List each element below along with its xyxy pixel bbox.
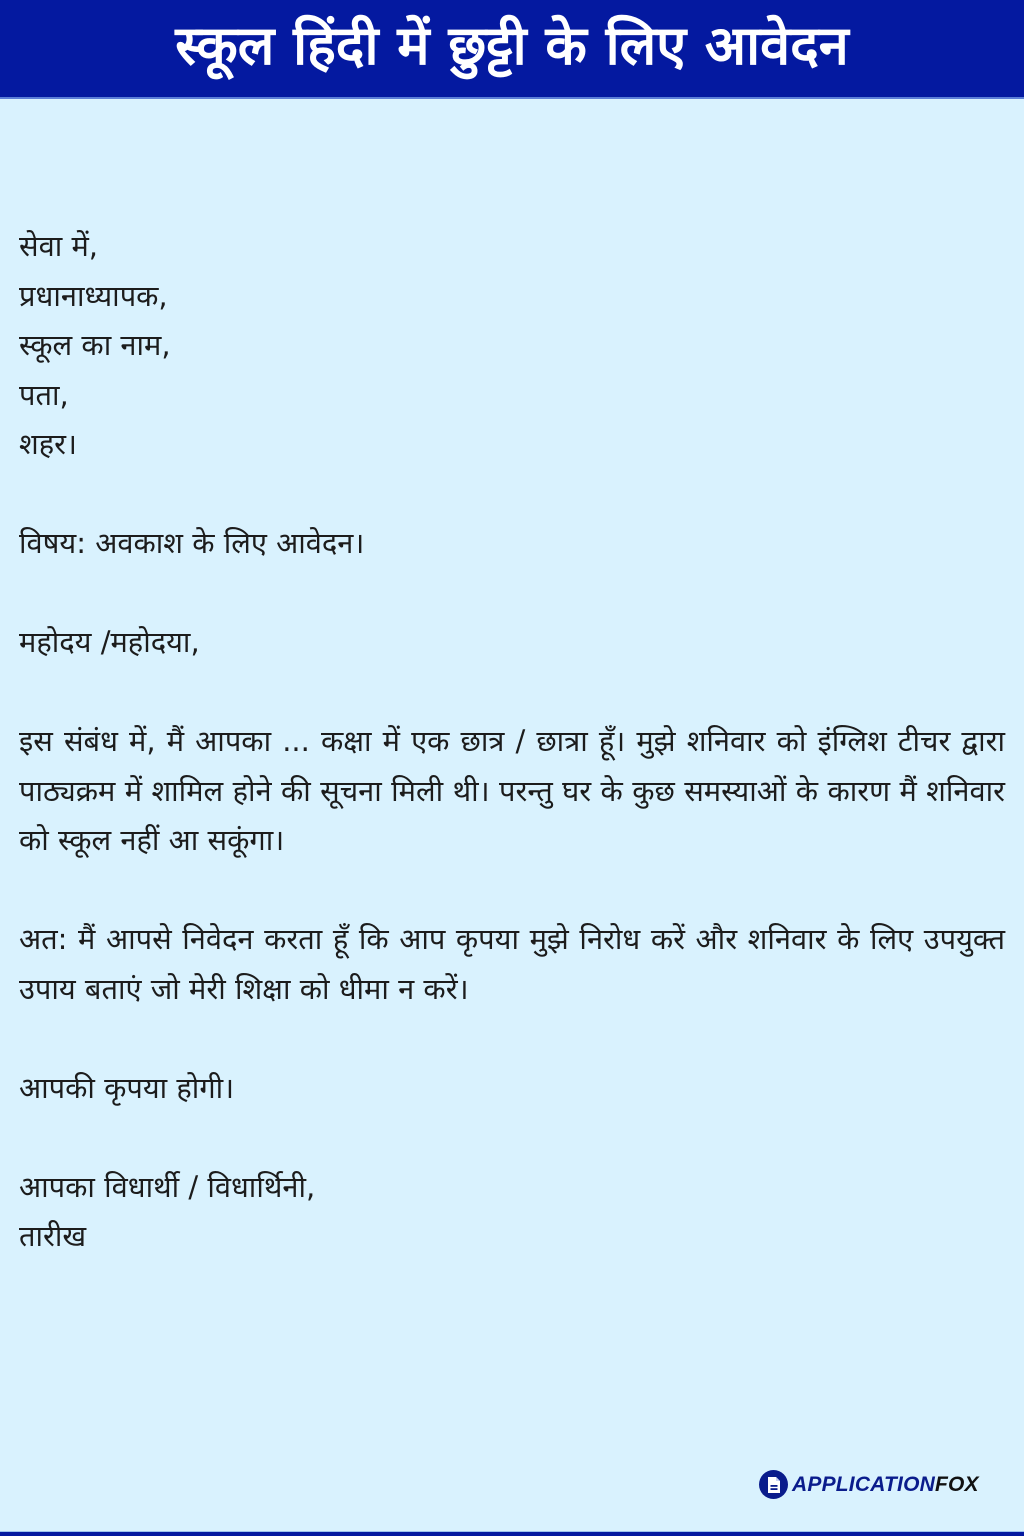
letter-body <box>19 222 1005 1262</box>
spacer <box>19 866 1005 916</box>
body-paragraph-1: इस संबंध में, मैं आपका ... कक्षा में एक छात्र / छात्रा हूँ। मुझे शनिवार को इंग्लिश टीचर द्वारा पाठ्यक्रम में शामिल होने की सूचना मिली थी। परन्तु घर के कुछ समस्याओं के कारण मैं शनिवार को स्कूल नहीं आ सकूंगा। <box>19 724 1005 857</box>
closing-line: आपकी कृपया होगी। <box>19 1070 235 1105</box>
address-line: पता, <box>19 377 69 412</box>
date-line: तारीख <box>19 1219 87 1253</box>
brand-name <box>792 1473 979 1497</box>
spacer <box>19 569 1005 619</box>
body-paragraph-2: अत: मैं आपसे निवेदन करता हूँ कि आप कृपया मुझे निरोध करें और शनिवार के लिए उपयुक्त उपाय बताएं जो मेरी शिक्षा को धीमा न करें। <box>19 922 1005 1006</box>
address-line: सेवा में, <box>19 229 99 263</box>
signature-block <box>19 1163 1005 1262</box>
brand-name-part-1: APPLICATION <box>792 1472 935 1496</box>
address-line: प्रधानाध्यापक, <box>19 278 168 313</box>
subject-line: विषय: अवकाश के लिए आवेदन। <box>19 526 365 560</box>
signature-line: आपका विधार्थी / विधार्थिनी, <box>19 1169 316 1204</box>
spacer <box>19 470 1005 520</box>
document-icon <box>759 1470 788 1499</box>
page-title: स्कूल हिंदी में छुट्टी के लिए आवेदन <box>175 13 849 77</box>
brand-name-part-2: FOX <box>934 1472 979 1496</box>
salutation: महोदय /महोदया, <box>19 625 200 659</box>
spacer <box>19 668 1005 718</box>
brand-logo <box>759 1470 979 1499</box>
title-banner <box>0 0 1024 99</box>
bottom-border <box>0 1531 1024 1536</box>
address-line: स्कूल का नाम, <box>19 328 171 362</box>
recipient-address <box>19 222 1005 470</box>
spacer <box>19 1113 1005 1163</box>
spacer <box>19 1014 1005 1064</box>
address-line: शहर। <box>19 427 77 461</box>
